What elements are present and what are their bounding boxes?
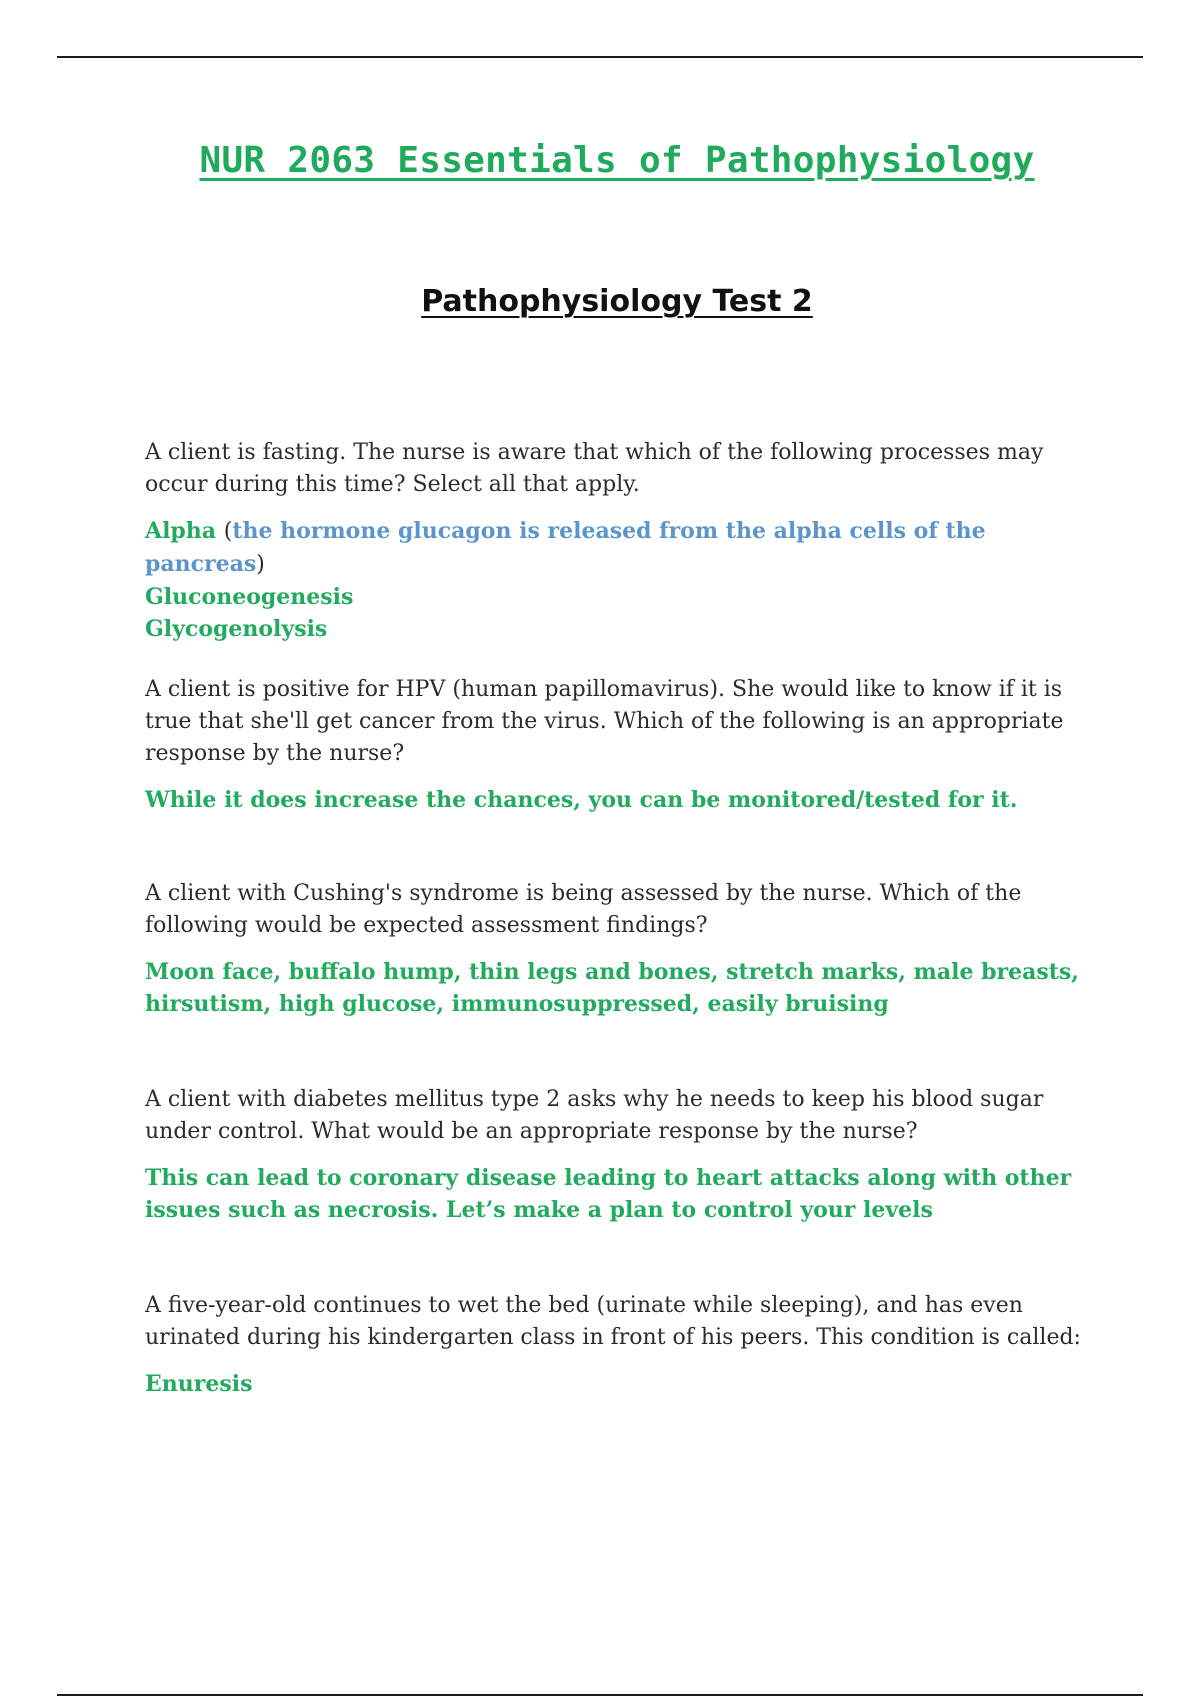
- answer-note: the hormone glucagon is released from the alpha cells of the pancreas: [145, 518, 986, 577]
- question-text: A client is fasting. The nurse is aware that which of the following processes may occur during this time? Select all that apply.: [145, 440, 1044, 497]
- top-rule: [57, 56, 1143, 58]
- test-title: Pathophysiology Test 2: [421, 284, 813, 319]
- note-close-paren: ): [256, 552, 265, 577]
- answer-line: Glycogenolysis: [145, 616, 328, 642]
- answer-term: Alpha: [145, 518, 217, 544]
- note-open-paren: (: [223, 519, 233, 544]
- answer-text: While it does increase the chances, you can be monitored/tested for it.: [145, 787, 1018, 813]
- answer-text: Moon face, buffalo hump, thin legs and bones, stretch marks, male breasts, hirsutism, high glucose, immunosuppressed, easily bruising: [145, 959, 1079, 1017]
- course-title: NUR 2063 Essentials of Pathophysiology: [199, 140, 1035, 181]
- question-text: A client is positive for HPV (human papillomavirus). She would like to know if it is true that she'll get cancer from the virus. Which of the following is an appropriate response by the nurse?: [145, 677, 1064, 766]
- bottom-rule: [57, 1694, 1143, 1696]
- answer-line: Gluconeogenesis: [145, 584, 354, 610]
- question-text: A client with diabetes mellitus type 2 asks why he needs to keep his blood sugar under control. What would be an appropriate response by the nurse?: [145, 1087, 1044, 1144]
- question-text: A five-year-old continues to wet the bed (urinate while sleeping), and has even urinated during his kindergarten class in front of his peers. This condition is called:: [145, 1293, 1081, 1350]
- question-text: A client with Cushing's syndrome is being assessed by the nurse. Which of the following would be expected assessment findings?: [145, 881, 1022, 938]
- question-block-2: [145, 674, 1095, 816]
- question-block-3: [145, 878, 1095, 1020]
- answer-text: This can lead to coronary disease leading to heart attacks along with other issues such as necrosis. Let’s make a plan to control your levels: [145, 1165, 1072, 1223]
- question-block-4: [145, 1084, 1095, 1226]
- answer-text: Enuresis: [145, 1371, 253, 1397]
- question-block-1: [145, 437, 1095, 645]
- question-block-5: [145, 1290, 1095, 1400]
- answer-line: [145, 515, 1095, 581]
